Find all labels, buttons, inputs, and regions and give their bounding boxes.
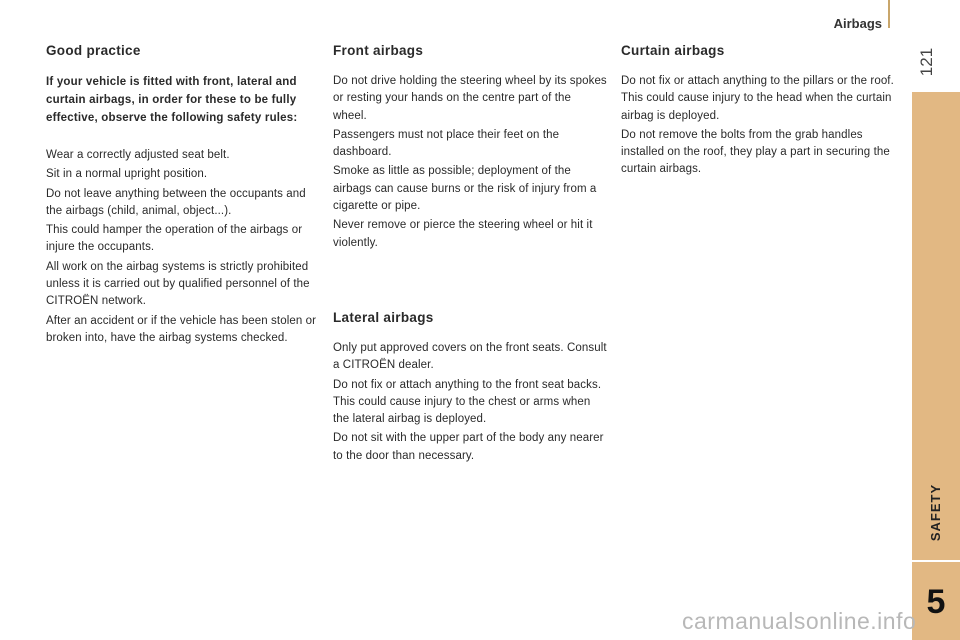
good-practice-paragraph: Do not leave anything between the occupants and the airbags (child, animal, object...). bbox=[46, 187, 306, 217]
front-airbags-section bbox=[333, 42, 608, 254]
front-airbags-paragraph: Passengers must not place their feet on the dashboard. bbox=[333, 128, 560, 159]
chapter-label: SAFETY bbox=[928, 483, 944, 541]
chapter-number: 5 bbox=[926, 582, 946, 621]
curtain-airbags-paragraph: Do not remove the bolts from the grab handles installed on the roof, they play a part in securing the curtain airbags. bbox=[621, 128, 890, 176]
good-practice-title: Good practice bbox=[46, 43, 141, 58]
curtain-airbags-title: Curtain airbags bbox=[621, 43, 725, 58]
lateral-airbags-paragraph: Do not sit with the upper part of the body any nearer to the door than necessary. bbox=[333, 432, 604, 462]
lateral-airbags-paragraph: Do not fix or attach anything to the front seat backs. This could cause injury to the chest or arms when the lateral airbag is deployed. bbox=[333, 378, 602, 426]
lateral-airbags-section bbox=[333, 309, 608, 467]
header-section-title: Airbags bbox=[833, 16, 882, 31]
good-practice-paragraph: Wear a correctly adjusted seat belt. bbox=[46, 149, 230, 161]
watermark: carmanualsonline.info bbox=[682, 608, 917, 634]
page-number: 121 bbox=[917, 47, 936, 77]
lateral-airbags-title: Lateral airbags bbox=[333, 310, 434, 325]
header-rule bbox=[888, 0, 890, 28]
side-tab-divider bbox=[912, 560, 960, 562]
front-airbags-paragraph: Never remove or pierce the steering wheel or hit it violently. bbox=[333, 219, 593, 249]
side-tab-label bbox=[912, 472, 960, 552]
front-airbags-paragraph: Do not drive holding the steering wheel by its spokes or resting your hands on the centre part of the wheel. bbox=[333, 75, 607, 122]
good-practice-intro: If your vehicle is fitted with front, lateral and curtain airbags, in order for these to be fully effective, observe the following safety rules: bbox=[46, 76, 298, 124]
good-practice-paragraph: Sit in a normal upright position. bbox=[46, 168, 208, 181]
curtain-airbags-section bbox=[621, 42, 896, 181]
good-practice-section bbox=[46, 42, 321, 349]
curtain-airbags-paragraph: Do not fix or attach anything to the pillars or the roof. This could cause injury to the head when the curtain airbag is deployed. bbox=[621, 75, 894, 122]
good-practice-paragraph: All work on the airbag systems is strictly prohibited unless it is carried out by qualified personnel of the CITROËN network. bbox=[46, 260, 310, 308]
front-airbags-paragraph: Smoke as little as possible; deployment of the airbags can cause burns or the risk of injury from a cigarette or pipe. bbox=[333, 165, 597, 213]
good-practice-paragraph: After an accident or if the vehicle has been stolen or broken into, have the airbag systems checked. bbox=[46, 314, 317, 344]
side-tab bbox=[912, 92, 960, 640]
lateral-airbags-paragraph: Only put approved covers on the front seats. Consult a CITROËN dealer. bbox=[333, 342, 607, 372]
front-airbags-title: Front airbags bbox=[333, 43, 424, 58]
good-practice-paragraph: This could hamper the operation of the airbags or injure the occupants. bbox=[46, 224, 303, 254]
